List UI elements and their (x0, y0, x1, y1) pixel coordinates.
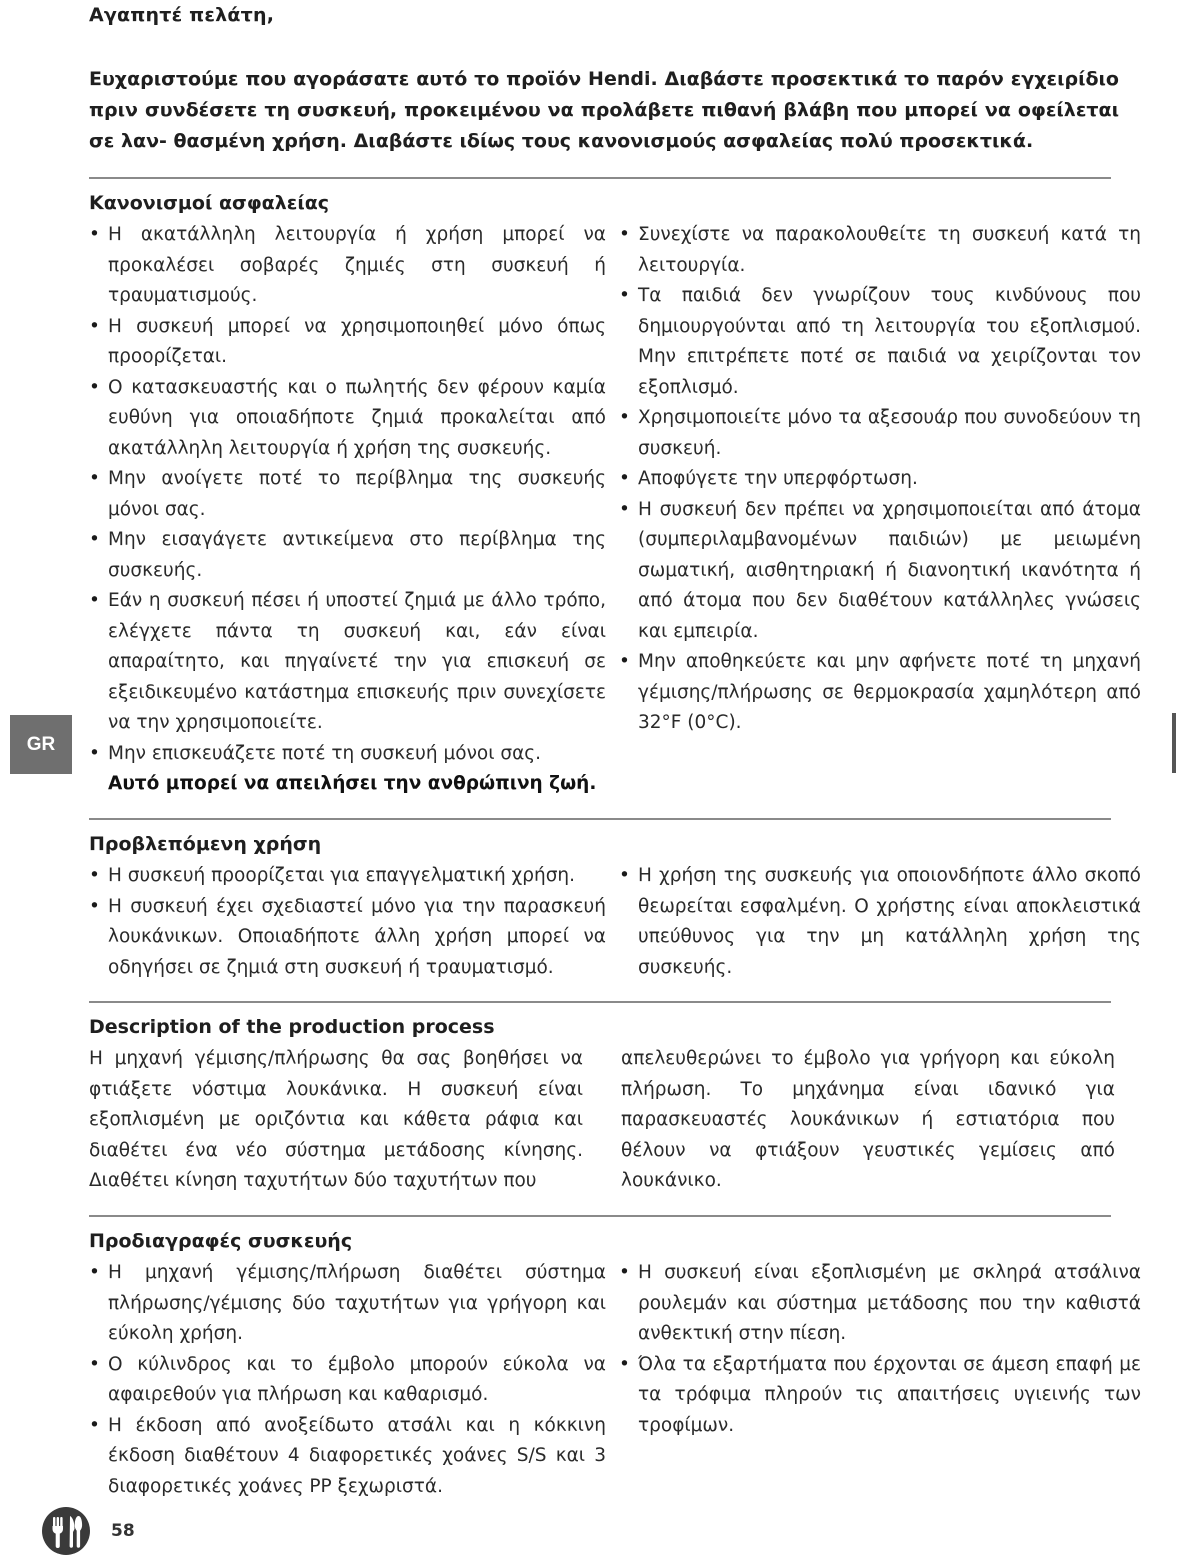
list-item: • Ο κύλινδρος και το έμβολο μπορούν εύκολα να αφαιρεθούν για πλήρωση και καθαρισμό. (89, 1350, 606, 1411)
cutlery-logo-icon (41, 1506, 91, 1556)
list-item: • Εάν η συσκευή πέσει ή υποστεί ζημιά με άλλο τρόπο, ελέγχετε πάντα τη συσκευή και, εάν είναι απαραίτητο, και πηγαίνετέ την για επισκευή σε εξειδικευμένο κατάστημα επισκευής πριν συνεχίσετε να την χρησιμοποιείτε. (89, 586, 606, 739)
list-item: • Η συσκευή έχει σχεδιαστεί μόνο για την παρασκευή λουκάνικων. Οποιαδήποτε άλλη χρήση μπορεί να οδηγήσει σε ζημιά στη συσκευή ή τραυματισμό. (89, 892, 606, 984)
intended-use-right-column (619, 861, 1141, 983)
divider (89, 177, 1111, 179)
intended-use-heading: Προβλεπόμενη χρήση (89, 833, 322, 855)
list-item: • Η χρήση της συσκευής για οποιονδήποτε άλλο σκοπό θεωρείται εσφαλμένη. Ο χρήστης είναι αποκλειστικά υπεύθυνος για την μη κατάλληλη χρήση της συσκευής. (619, 861, 1141, 983)
list-item: • Αποφύγετε την υπερφόρτωση. (619, 464, 1141, 495)
list-item: • Μην ανοίγετε ποτέ το περίβλημα της συσκευής μόνοι σας. (89, 464, 606, 525)
list-item: • Τα παιδιά δεν γνωρίζουν τους κινδύνους που δημιουργούνται από τη λειτουργία του εξοπλισμού. Μην επιτρέπετε ποτέ σε παιδιά να χειρίζονται τον εξοπλισμό. (619, 281, 1141, 403)
intro-paragraph: Ευχαριστούμε που αγοράσατε αυτό το προϊόν Hendi. Διαβάστε προσεκτικά το παρόν εγχειρίδιο πριν συνδέσετε τη συσκευή, προκειμένου να προλάβετε πιθανή βλάβη που μπορεί να οφείλεται σε λαν- θασμένη χρήση. Διαβάστε ιδίως τους κανονισμούς ασφαλείας πολύ προσεκτικά. (89, 68, 1119, 152)
list-item: • Η συσκευή είναι εξοπλισμένη με σκληρά ατσάλινα ρουλεμάν και σύστημα μετάδοσης που την καθιστά ανθεκτική στην πίεση. (619, 1258, 1141, 1350)
specs-left-column (89, 1258, 606, 1502)
safety-left-column (89, 220, 606, 800)
divider (89, 818, 1111, 820)
list-item: • Η συσκευή μπορεί να χρησιμοποιηθεί μόνο όπως προορίζεται. (89, 312, 606, 373)
production-heading: Description of the production process (89, 1016, 495, 1038)
list-item: • Μην αποθηκεύετε και μην αφήνετε ποτέ τη μηχανή γέμισης/πλήρωσης σε θερμοκρασία χαμηλότερη από 32°F (0°C). (619, 647, 1141, 739)
list-item: • Μην εισαγάγετε αντικείμενα στο περίβλημα της συσκευής. (89, 525, 606, 586)
specs-right-column (619, 1258, 1141, 1441)
production-text: Η μηχανή γέμισης/πλήρωσης θα σας βοηθήσει να φτιάξετε νόστιμα λουκάνικα. Η συσκευή είναι εξοπλισμένη με οριζόντια και κάθετα ράφια και διαθέτει ένα νέο σύστημα μετάδοσης κίνησης. Διαθέτει κίνηση ταχυτήτων δύο ταχυτήτων που (89, 1048, 583, 1191)
list-item: • Χρησιμοποιείτε μόνο τα αξεσουάρ που συνοδεύουν τη συσκευή. (619, 403, 1141, 464)
safety-heading: Κανονισμοί ασφαλείας (89, 192, 330, 214)
page-edge-mark (1172, 713, 1176, 773)
divider (89, 1001, 1111, 1003)
list-item: • Η συσκευή δεν πρέπει να χρησιμοποιείται από άτομα (συμπεριλαμβανομένων παιδιών) με μειωμένη σωματική, αισθητηριακή ή διανοητική ικανότητα ή από άτομα που δεν διαθέτουν κατάλληλες γνώσεις και εμπειρία. (619, 495, 1141, 648)
list-item: • Όλα τα εξαρτήματα που έρχονται σε άμεση επαφή με τα τρόφιμα πληρούν τις απαιτήσεις υγιεινής των τροφίμων. (619, 1350, 1141, 1442)
list-item: • Συνεχίστε να παρακολουθείτε τη συσκευή κατά τη λειτουργία. (619, 220, 1141, 281)
list-item: • Η συσκευή προορίζεται για επαγγελματική χρήση. (89, 861, 606, 892)
list-item-text: Μην επισκευάζετε ποτέ τη συσκευή μόνοι σας. (108, 742, 542, 764)
list-item: • Ο κατασκευαστής και ο πωλητής δεν φέρουν καμία ευθύνη για οποιαδήποτε ζημιά προκαλείται από ακατάλληλη λειτουργία ή χρήση της συσκευής. (89, 373, 606, 465)
production-right-column (621, 1044, 1115, 1197)
divider (89, 1215, 1111, 1217)
intended-use-left-column (89, 861, 606, 983)
safety-right-column (619, 220, 1141, 739)
specs-heading: Προδιαγραφές συσκευής (89, 1230, 353, 1252)
list-item (89, 739, 606, 800)
list-item: • Η ακατάλληλη λειτουργία ή χρήση μπορεί να προκαλέσει σοβαρές ζημιές στη συσκευή ή τραυματισμούς. (89, 220, 606, 312)
warning-text: Αυτό μπορεί να απειλήσει την ανθρώπινη ζωή. (108, 773, 597, 794)
production-left-column (89, 1044, 583, 1197)
list-item: • Η έκδοση από ανοξείδωτο ατσάλι και η κόκκινη έκδοση διαθέτουν 4 διαφορετικές χοάνες S/S και 3 διαφορετικές χοάνες PP ξεχωριστά. (89, 1411, 606, 1503)
list-item: • Η μηχανή γέμισης/πλήρωση διαθέτει σύστημα πλήρωσης/γέμισης δύο ταχυτήτων για γρήγορη και εύκολη χρήση. (89, 1258, 606, 1350)
greeting: Αγαπητέ πελάτη, (89, 4, 275, 26)
language-tab: GR (10, 715, 72, 774)
production-text-continued: απελευθερώνει το έμβολο για γρήγορη και εύκολη πλήρωση. Το μηχάνημα είναι ιδανικό για παρασκευαστές λουκάνικων ή εστιατόρια που θέλουν να φτιάξουν γευστικές γεμίσεις από λουκάνικο. (621, 1048, 1115, 1191)
page-number: 58 (111, 1521, 135, 1541)
